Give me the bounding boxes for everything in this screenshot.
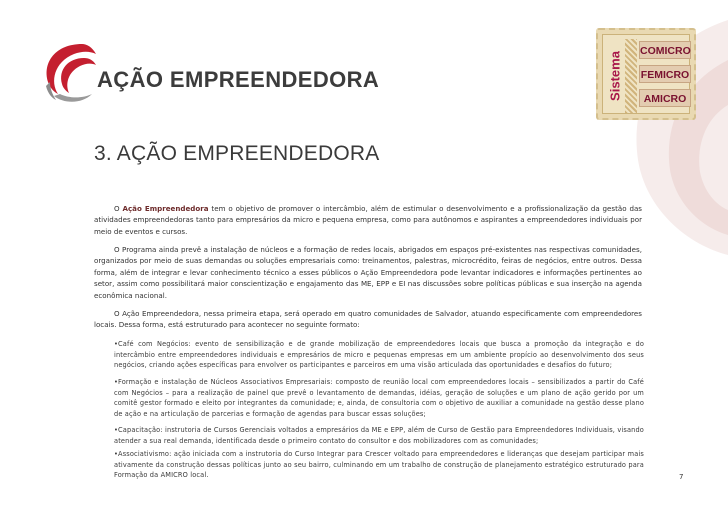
paragraph-format-text: O Ação Empreendedora, nessa primeira etapa, será operado em quatro comunidades de Salvador, atuando especificamente com empreendedores locais. Dessa forma, está estruturado para acontecer no seguinte formato: [94,309,642,330]
program-name-highlight: Ação Empreendedora [122,204,209,213]
paragraph-intro-start: O [114,204,123,213]
paragraph-intro-rest: tem o objetivo de promover o intercâmbio, além de estimular o desenvolvimento e a profissionalização da gestão das atividades empreendedoras tanto para empresários da micro e pequena empresa, como para autônomos e aspirantes a empreendedores individuais por meio de eventos e cursos. [94,204,643,236]
stamp-sistema-text: Sistema [607,51,623,101]
section-title: 3. AÇÃO EMPREENDEDORA [94,142,380,165]
page-number: 7 [679,473,684,481]
stamp-sistema-label [605,37,625,115]
stamp-word-comicro: COMICRO [639,41,691,59]
bullet-cafe-com-negocios: •Café com Negócios: evento de sensibilização e de grande mobilização de empreendedores locais que busca a promoção da integração e do intercâmbio entre empreendedores individuais e empresários de micro e pequenas empresas em um ambiente propício ao desenvolvimento dos seus negócios, criando ações específicas para envolver os participantes e parceiros em uma visão articulada das oportunidades e desafios do futuro; [114,340,644,370]
sistema-stamp [596,28,696,120]
stamp-word-amicro: AMICRO [639,89,691,107]
brand-name: AÇÃO EMPREENDEDORA [97,67,380,92]
stamp-word-femicro: FEMICRO [639,65,691,83]
stamp-frame [602,34,690,114]
acao-empreendedora-logo-icon [38,38,98,108]
paragraph-intro [94,203,642,237]
stamp-pattern [625,39,637,113]
bullet-associativismo: •Associativismo: ação iniciada com a instrutoria do Curso Integrar para Crescer voltado para empreendedores e lideranças que desejam participar mais ativamente da construção dessas políticas junto ao seu bairro, culminando em um trabalho de construção de planejamento estratégico estruturado para Formação da AMICRO local. [114,450,644,480]
bullet-nucleos-associativos: •Formação e instalação de Núcleos Associativos Empresariais: composto de reunião local com empreendedores locais – sensibilizados a partir do Café com Negócios – para a realização de painel que prevê o levantamento de demandas, idéias, geração de soluções e um plano de ação gerido por um comitê gestor formado e eleito por integrantes da comunidade; e, ainda, de consultoria com o objetivo de auxiliar a comunidade na gestão desse plano de ação e na articulação de parcerias e formação de agendas para buscar essas soluções; [114,378,644,418]
paragraph-program [94,244,642,301]
paragraph-format [94,308,642,331]
bullet-capacitacao: •Capacitação: instrutoria de Cursos Gerenciais voltados a empresários da ME e EPP, além de Curso de Gestão para Empreendedores Individuais, visando atender a sua real demanda, identificada desde o primeiro contato do consultor e dos mobilizadores com as comunidades; [114,426,644,445]
paragraph-program-text: O Programa ainda prevê a instalação de núcleos e a formação de redes locais, abrigados em espaços pré-existentes nas respectivas comunidades, organizados por meio de suas demandas ou soluções empresariais como: treinamentos, palestras, microcrédito, feiras de negócios, entre outros. Dessa forma, além de integrar e levar conhecimento técnico a esses públicos o Ação Empreendedora pode levantar indicadores e informações pertinentes ao setor, assim como possibilitará maior conscientização e engajamento das ME, EPP e EI nas discussões sobre políticas públicas e sua inserção na agenda econômica nacional. [94,245,642,300]
